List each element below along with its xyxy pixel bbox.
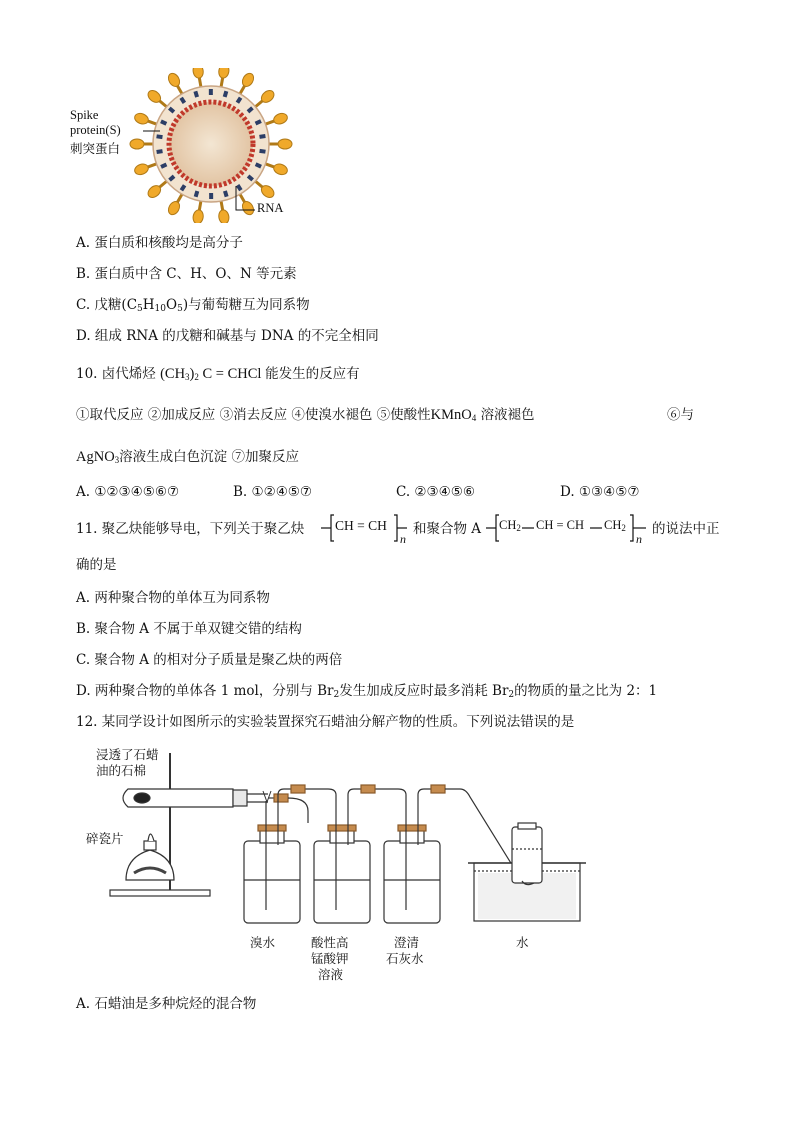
virus-figure <box>68 68 328 223</box>
q9-c-mid1: H <box>142 297 155 313</box>
q11-poly2-a <box>499 518 521 533</box>
q11-option-a: A. 两种聚合物的单体互为同系物 <box>76 590 270 606</box>
q12-option-a: A. 石蜡油是多种烷烃的混合物 <box>76 996 257 1012</box>
q11-poly2-a-text: CH <box>499 518 517 532</box>
q10-option-b: B. ①②④⑤⑦ <box>233 484 313 500</box>
q10-option-c: C. ②③④⑤⑥ <box>396 484 475 500</box>
q10-line1-a: ①取代反应 ②加成反应 ③消去反应 ④使溴水褪色 ⑤使酸性 <box>76 407 431 423</box>
q9-c-sub3: 5 <box>177 304 183 314</box>
q9-option-d: D. 组成 RNA 的戊糖和碱基与 DNA 的不完全相同 <box>76 328 379 344</box>
q9-option-b: B. 蛋白质中含 C、H、O、N 等元素 <box>76 266 297 282</box>
label-kmno4-3: 溶液 <box>318 967 344 982</box>
q11-option-b: B. 聚合物 A 不属于单双键交错的结构 <box>76 621 302 637</box>
q11-mid: 和聚合物 A <box>413 521 482 537</box>
q9-c-sub2: 10 <box>154 304 166 314</box>
q11-d-sub2: 2 <box>508 690 515 700</box>
spike-head <box>166 200 182 217</box>
q11-polyacetylene <box>321 510 413 546</box>
membrane-protein <box>209 193 213 199</box>
membrane-protein <box>156 134 162 139</box>
spike-head <box>218 209 230 223</box>
rna-label: RNA <box>257 201 284 215</box>
label-limewater-1: 澄清 <box>394 935 420 950</box>
q10-reactions-line1 <box>76 406 716 427</box>
q9-c-pre: C. 戊糖(C <box>76 297 138 313</box>
q11-poly2-c-sub: 2 <box>621 523 626 533</box>
q11-poly2-b: CH = CH <box>536 518 585 532</box>
q10-kmno: KMnO <box>430 407 472 423</box>
spike-head <box>192 68 204 79</box>
q11-d-pre: D. 两种聚合物的单体各 1 mol，分别与 Br <box>76 683 334 699</box>
q10-stem-post: 能发生的反应有 <box>265 366 360 382</box>
q11-option-d <box>76 682 657 704</box>
q10-reactions-line2 <box>76 448 299 469</box>
membrane-protein <box>209 89 213 95</box>
spike-head <box>133 162 150 176</box>
q11-d-mid: 发生加成反应时最多消耗 Br <box>339 683 509 699</box>
q10-line2: 溶液生成白色沉淀 ⑦加聚反应 <box>119 449 299 465</box>
spike-head <box>130 139 144 149</box>
q9-c-sub1: 5 <box>137 304 143 314</box>
q11-n1: n <box>400 532 406 546</box>
q12-stem: 12. 某同学设计如图所示的实验装置探究石蜡油分解产物的性质。下列说法错误的是 <box>76 714 575 730</box>
q11-stem-post: 的说法中正 <box>652 521 720 537</box>
q11-polymer-a <box>486 510 652 546</box>
label-limewater-2: 石灰水 <box>386 951 424 966</box>
q10-kmno-sub: 4 <box>471 413 477 423</box>
spike-label-2: protein(S) <box>70 123 121 137</box>
q10-kmno4 <box>431 407 477 423</box>
q10-option-d: D. ①③④⑤⑦ <box>560 484 640 500</box>
spike-head <box>166 71 182 88</box>
q10-formula <box>160 366 265 382</box>
q11-stem-pre: 11. 聚乙炔能够导电，下列关于聚乙炔 <box>76 521 305 537</box>
spike-head <box>133 112 150 126</box>
label-asbestos-2: 油的石棉 <box>96 763 147 778</box>
spike-head <box>192 209 204 223</box>
q9-c-post: )与葡萄糖互为同系物 <box>182 297 310 313</box>
q10-option-a: A. ①②③④⑤⑥⑦ <box>76 484 180 500</box>
q10-line1-b: 溶液褪色 <box>480 407 535 423</box>
q9-option-c <box>76 296 310 318</box>
q11-stem-line2: 确的是 <box>76 557 117 573</box>
q10-stem-pre: 10. 卤代烯烃 <box>76 366 156 382</box>
q10-formula-a: (CH <box>160 366 186 382</box>
q11-option-c: C. 聚合物 A 的相对分子质量是聚乙炔的两倍 <box>76 652 343 668</box>
q10-formula-c: C = CHCl <box>202 366 262 382</box>
spike-label-3: 刺突蛋白 <box>70 141 121 156</box>
q10-agno-sub: 3 <box>114 455 120 465</box>
membrane-protein <box>259 149 265 154</box>
spike-head <box>240 200 256 217</box>
q10-formula-b: ) <box>189 366 195 382</box>
q12-apparatus-figure <box>88 745 598 985</box>
q11-poly1: CH = CH <box>335 518 387 533</box>
q11-n2: n <box>636 532 642 546</box>
q11-poly2-c <box>604 518 626 533</box>
q11-poly2-c-text: CH <box>604 518 622 532</box>
q10-stem <box>76 365 360 386</box>
q9-c-mid2: O <box>166 297 178 313</box>
label-kmno4-2: 锰酸钾 <box>311 951 349 966</box>
spike-label-1: Spike <box>70 108 99 122</box>
q9-option-a: A. 蛋白质和核酸均是高分子 <box>76 235 243 251</box>
label-bromine-water: 溴水 <box>250 935 276 950</box>
spike-head <box>272 162 289 176</box>
q10-agno: AgNO <box>76 449 115 465</box>
q10-formula-sub: 3 <box>185 372 190 382</box>
label-asbestos-1: 浸透了石蜡 <box>96 747 159 762</box>
spike-head <box>278 139 292 149</box>
q11-poly2-a-sub: 2 <box>516 523 521 533</box>
q11-d-sub1: 2 <box>333 690 340 700</box>
q10-formula-sub2: 2 <box>194 372 199 382</box>
spike-head <box>218 68 230 79</box>
q11-d-post: 的物质的量之比为 2：1 <box>514 683 658 699</box>
spike-head <box>240 71 256 88</box>
label-porcelain: 碎瓷片 <box>86 831 124 846</box>
q10-agno3 <box>76 449 119 465</box>
label-water: 水 <box>516 935 529 950</box>
q10-line1-c: ⑥与 <box>667 407 694 423</box>
spike-head <box>272 112 289 126</box>
label-kmno4-1: 酸性高 <box>311 935 349 950</box>
